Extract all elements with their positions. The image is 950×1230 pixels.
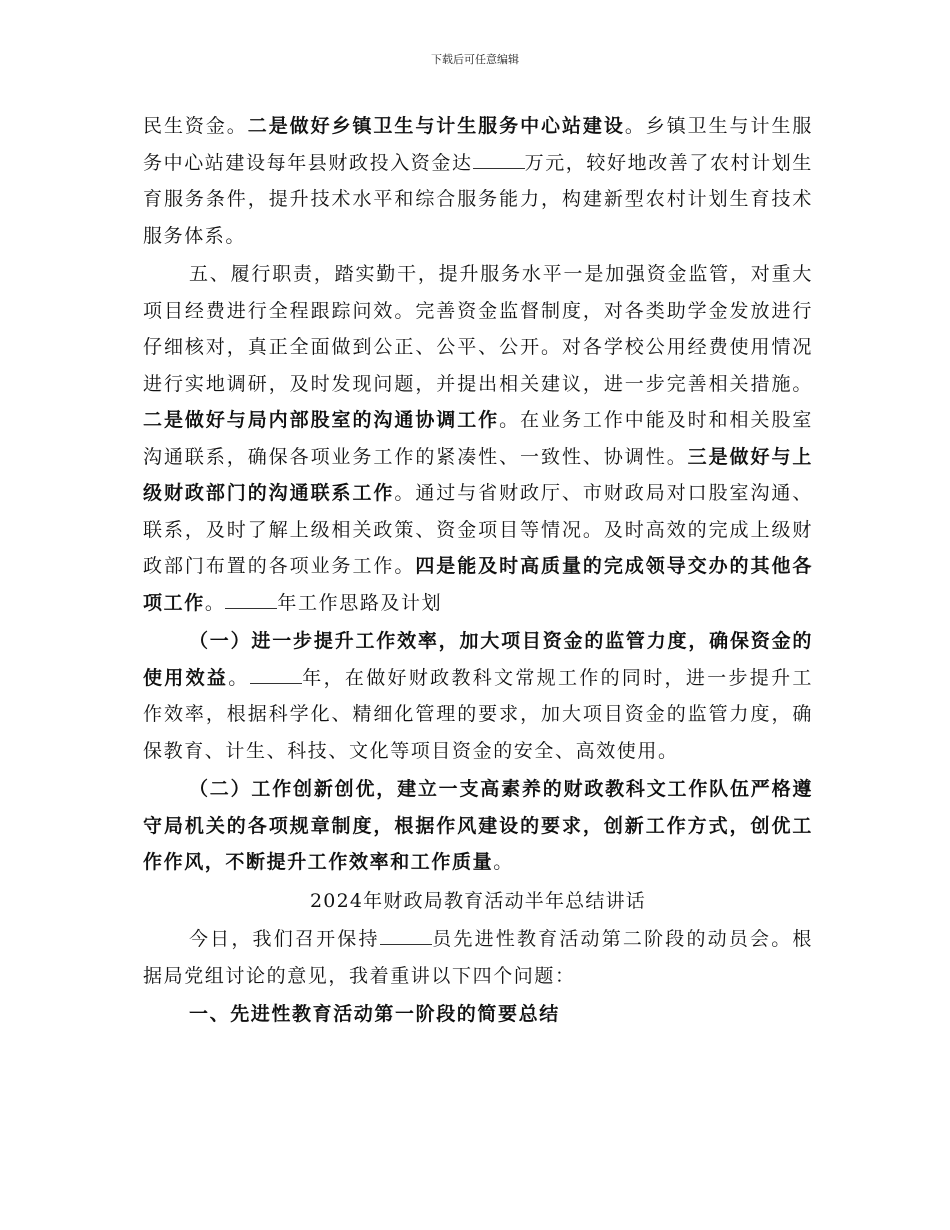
bold-heading: 一、先进性教育活动第一阶段的简要总结 (189, 1003, 560, 1025)
bold-heading: （二）工作创新创优，建立一支高素养的财政教科文工作队伍严格遵守局机关的各项规章制度，根据作风建设的要求，创新工作方式，创优工作作风，不断提升工作效率和工作质量 (143, 778, 813, 873)
text-run: 民生资金。 (143, 115, 248, 137)
text-run: 今日，我们召开保持 (189, 928, 380, 950)
blank-underline (380, 929, 432, 945)
text-run: 。乡镇卫生与计生服务中心站建设每年县财政投入资金达 (143, 115, 813, 174)
text-run: 。 (228, 666, 250, 689)
text-run: 。 (204, 591, 226, 614)
document-body (143, 108, 813, 1035)
section-title: 2024年财政局教育活动半年总结讲话 (310, 889, 646, 912)
page-header: 下载后可任意编辑 (431, 53, 519, 66)
blank-underline (473, 153, 525, 169)
bold-heading: （一）进一步提升工作效率，加大项目资金的监管力度，确保资金的使用效益 (143, 630, 813, 689)
text-run: 。在业务工作中能及时和相关股室沟通联系，确保各项业务工作的紧凑性、一致性、协调性。 (143, 409, 813, 468)
bold-heading: 三是做好与上级财政部门的沟通联系工作 (143, 445, 813, 504)
paragraph-3 (143, 623, 813, 769)
text-run: 。通过与省财政厅、市财政局对口股室沟通、联系，及时了解上级相关政策、资金项目等情况。及时高效的完成上级财政部门布置的各项业务工作。 (143, 482, 813, 577)
text-run: 员先进性教育活动第二阶段的动员会。根据局党组讨论的意见，我着重讲以下四个问题： (143, 928, 813, 987)
paragraph-5 (143, 921, 813, 994)
paragraph-4 (143, 771, 813, 881)
text-run: 年，在做好财政教科文常规工作的同时，进一步提升工作效率，根据科学化、精细化管理的要求，加大项目资金的监管力度，确保教育、计生、科技、文化等项目资金的安全、高效使用。 (143, 666, 813, 762)
blank-underline (225, 593, 277, 609)
paragraph-6 (143, 996, 813, 1033)
blank-underline (250, 668, 302, 684)
text-run: 。 (493, 851, 514, 873)
bold-heading: 二是做好乡镇卫生与计生服务中心站建设 (247, 115, 625, 137)
paragraph-1 (143, 108, 813, 254)
text-run: 年工作思路及计划 (277, 591, 443, 614)
bold-heading: 四是能及时高质量的完成领导交办的其他各项工作 (143, 555, 813, 614)
text-run: 五、履行职责，踏实勤干，提升服务水平一是加强资金监管，对重大项目经费进行全程跟踪问效。完善资金监督制度，对各类助学金发放进行仔细核对，真正全面做到公正、公平、公开。对各学校公用经费使用情况进行实地调研，及时发现问题，并提出相关建议，进一步完善相关措施。 (143, 263, 813, 395)
bold-heading: 二是做好与局内部股室的沟通协调工作 (143, 409, 500, 431)
text-run: 万元，较好地改善了农村计划生育服务条件，提升技术水平和综合服务能力，构建新型农村计划生育技术服务体系。 (143, 151, 814, 247)
paragraph-2 (143, 256, 813, 621)
